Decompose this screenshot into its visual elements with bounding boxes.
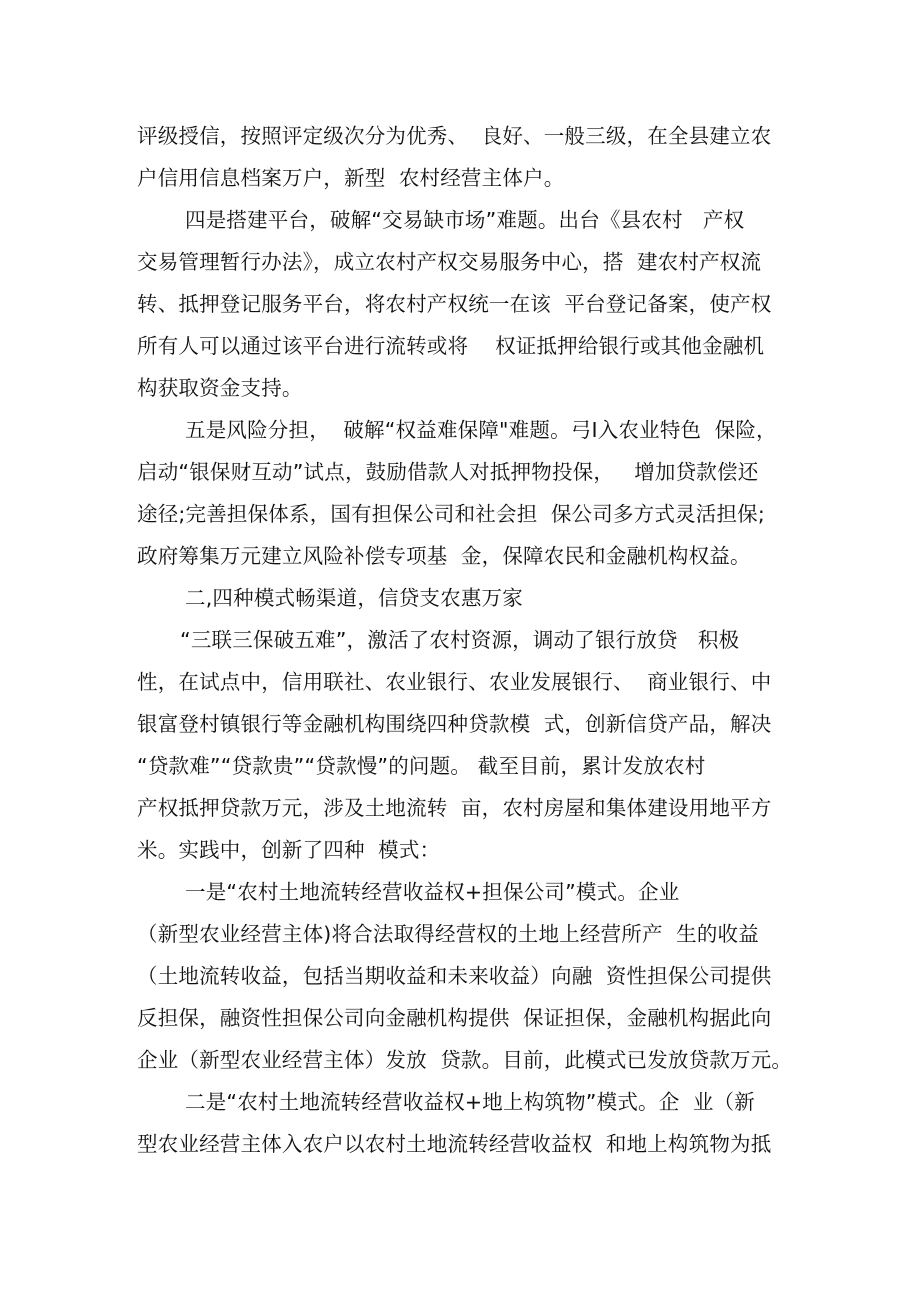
text-line: 交易管理暂行办法》，成立农村产权交易服务中心，搭 建农村产权流 (137, 250, 762, 274)
text-line: 米。实践中，创新了四种 模式： (137, 838, 441, 862)
text-line: 二是“农村土地流转经营收益权+地上构筑物”模式。企 业（新 (185, 1090, 755, 1114)
text-line: 启动“银保财互动”试点，鼓励借款人对抵押物投保， 增加贷款偿还 (137, 460, 759, 484)
text-line: 四是搭建平台，破解“交易缺市场”难题。出台《县农村 产权 (185, 208, 745, 232)
text-line: （新型农业经营主体)将合法取得经营权的土地上经营所产 生的收益 (137, 922, 759, 946)
text-line: 途径;完善担保体系，国有担保公司和社会担 保公司多方式灵活担保; (137, 502, 765, 526)
text-line: 户信用信息档案万户，新型 农村经营主体户。 (137, 166, 565, 190)
text-line: 评级授信，按照评定级次分为优秀、 良好、一般三级，在全县建立农 (137, 124, 772, 148)
text-line: “贷款难”“贷款贵”“贷款慢”的问题。 截至目前，累计发放农村 (137, 754, 706, 778)
text-line: 性，在试点中，信用联社、农业银行、农业发展银行、 商业银行、中 (137, 670, 772, 694)
text-line: 五是风险分担， 破解“权益难保障"难题。弓I入农业特色 保险， (185, 418, 777, 442)
text-line: 转、抵押登记服务平台，将农村产权统一在该 平台登记备案，使产权 (137, 292, 772, 316)
text-line: “三联三保破五难”，激活了农村资源，调动了银行放贷 积极 (180, 628, 740, 652)
text-line: 产权抵押贷款万元，涉及土地流转 亩，农村房屋和集体建设用地平方 (137, 796, 772, 820)
text-line: 银富登村镇银行等金融机构围绕四种贷款模 式，创新信贷产品，解决 (137, 712, 772, 736)
text-line: 构获取资金支持。 (137, 376, 303, 400)
text-line: （土地流转收益，包括当期收益和未来收益）向融 资性担保公司提供 (137, 964, 772, 988)
text-line: 政府筹集万元建立风险补偿专项基 金，保障农民和金融机构权益。 (137, 544, 751, 568)
section-heading: 二,四种模式畅渠道，信贷支农惠万家 (185, 586, 523, 610)
text-line: 所有人可以通过该平台进行流转或将 权证抵押给银行或其他金融机 (137, 334, 765, 358)
text-line: 反担保，融资性担保公司向金融机构提供 保证担保，金融机构据此向 (137, 1006, 772, 1030)
text-line: 型农业经营主体入农户以农村土地流转经营收益权 和地上构筑物为抵 (137, 1132, 772, 1156)
text-line: 企业（新型农业经营主体）发放 贷款。目前，此模式已发放贷款万元。 (137, 1048, 793, 1072)
text-line: 一是“农村土地流转经营收益权+担保公司”模式。企业 (185, 880, 680, 904)
